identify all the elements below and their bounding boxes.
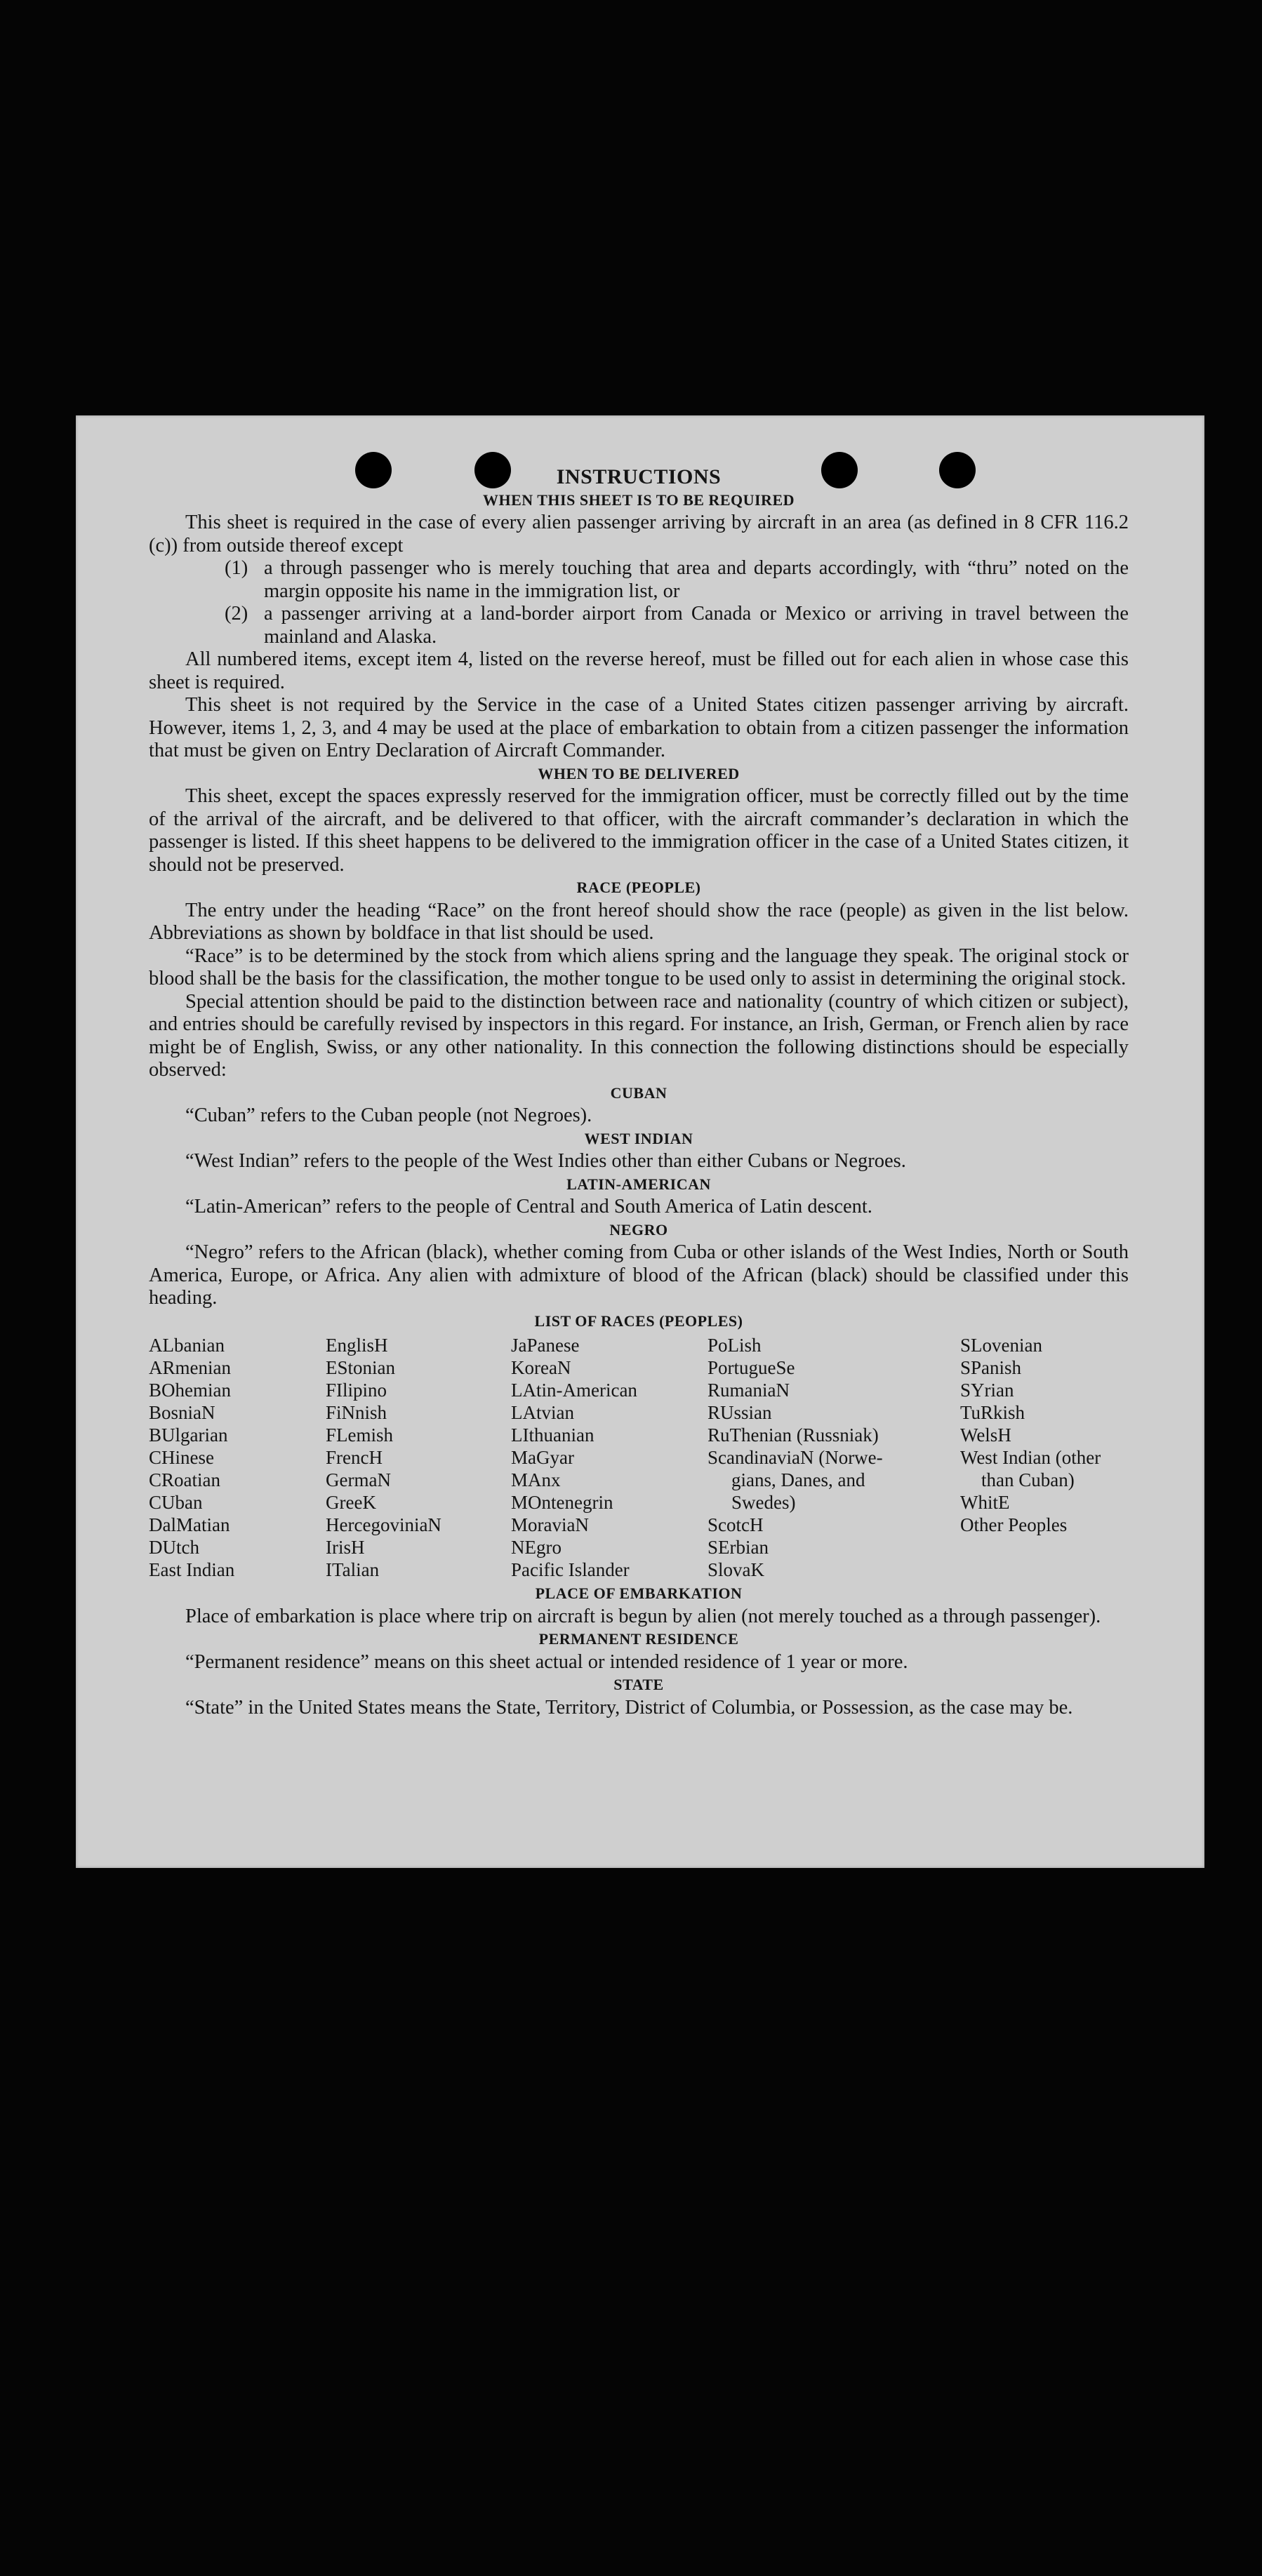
west-indian-heading: WEST INDIAN (584, 1129, 693, 1147)
instruction-sheet (76, 415, 1204, 1868)
race-entry: BUlgarian (149, 1424, 228, 1446)
item-text: a through passenger who is merely touching that area and departs accordingly, with “thru” noted on the margin opposite his name in the immigration list, or (264, 557, 1129, 602)
race-entry: KoreaN (511, 1357, 571, 1378)
when-delivered-heading: WHEN TO BE DELIVERED (538, 764, 740, 782)
race-entry: GreeK (326, 1492, 376, 1513)
race-entry: gians, Danes, and (731, 1469, 865, 1490)
race-entry: CHinese (149, 1447, 214, 1468)
races-list (149, 1334, 1129, 1582)
when-delivered-text: This sheet, except the spaces expressly reserved for the immigration officer, must be correctly filled out by the time of the arrival of the aircraft, and be delivered to that officer, with the aircraft commander’s declaration in which the passenger is listed. If this sheet happens to be delivered to the immigration officer in the case of a United States citizen, it should not be preserved. (149, 785, 1129, 876)
race-entry: EnglisH (326, 1335, 388, 1356)
race-entry: SYrian (960, 1380, 1014, 1401)
race-entry: ScandinaviaN (Norwe- (708, 1447, 883, 1468)
races-column-3 (511, 1334, 637, 1581)
races-column-4 (708, 1334, 883, 1581)
west-indian-text: “West Indian” refers to the people of the West Indies other than either Cubans or Negroes. (185, 1150, 906, 1172)
race-entry: GermaN (326, 1469, 391, 1490)
when-required-heading: WHEN THIS SHEET IS TO BE REQUIRED (482, 490, 795, 509)
race-entry: West Indian (other (960, 1447, 1101, 1468)
race-entry: FiNnish (326, 1402, 387, 1423)
embarkation-heading: PLACE OF EMBARKATION (535, 1584, 743, 1602)
race-heading: RACE (PEOPLE) (576, 879, 701, 896)
race-entry: LAtvian (511, 1402, 574, 1423)
race-paragraph-1: The entry under the heading “Race” on the front hereof should show the race (people) as given in the list below. Abbreviations as shown by boldface in that list should be used. (149, 899, 1129, 944)
race-entry: East Indian (149, 1559, 235, 1580)
races-column-1 (149, 1334, 234, 1581)
race-entry: TuRkish (960, 1402, 1025, 1423)
races-list-heading: LIST OF RACES (PEOPLES) (534, 1312, 743, 1330)
instructions-title: INSTRUCTIONS (556, 465, 722, 488)
race-entry: MoraviaN (511, 1514, 589, 1535)
race-entry: ARmenian (149, 1357, 231, 1378)
race-entry: Pacific Islander (511, 1559, 630, 1580)
race-entry: DalMatian (149, 1514, 230, 1535)
race-entry: CRoatian (149, 1469, 220, 1490)
race-entry: BosniaN (149, 1402, 215, 1423)
race-entry: FLemish (326, 1424, 394, 1446)
residence-heading: PERMANENT RESIDENCE (538, 1630, 739, 1648)
state-heading: STATE (613, 1676, 664, 1693)
instructions-body (149, 466, 1129, 1719)
race-entry: IrisH (326, 1537, 365, 1558)
race-entry: MaGyar (511, 1447, 574, 1468)
race-entry: RuThenian (Russniak) (708, 1424, 879, 1446)
race-entry: WhitE (960, 1492, 1010, 1513)
race-entry: NEgro (511, 1537, 562, 1558)
race-entry: LIthuanian (511, 1424, 595, 1446)
race-paragraph-2: “Race” is to be determined by the stock from which aliens spring and the language they speak. The original stock or blood shall be the basis for the classification, the mother tongue to be used only to assist in determining the original stock. (149, 945, 1129, 989)
race-entry: FIlipino (326, 1380, 387, 1401)
negro-heading: NEGRO (609, 1220, 668, 1239)
race-entry: MAnx (511, 1469, 561, 1490)
latin-american-heading: LATIN-AMERICAN (566, 1175, 711, 1193)
embarkation-text: Place of embarkation is place where trip on aircraft is begun by alien (not merely touched as a through passenger). (185, 1605, 1101, 1627)
race-entry: DUtch (149, 1537, 199, 1558)
races-column-5 (960, 1334, 1101, 1536)
race-entry: than Cuban) (981, 1469, 1075, 1490)
race-entry: SLovenian (960, 1335, 1042, 1356)
race-entry: JaPanese (511, 1335, 580, 1356)
race-entry: RUssian (708, 1402, 772, 1423)
race-entry: Other Peoples (960, 1514, 1068, 1535)
negro-text: “Negro” refers to the African (black), whether coming from Cuba or other islands of the West Indies, North or South America, Europe, or Africa. Any alien with admixture of blood of the African (black) should be classified under this heading. (149, 1241, 1129, 1309)
race-entry: SErbian (708, 1537, 769, 1558)
race-entry: Swedes) (731, 1492, 796, 1513)
race-entry: ScotcH (708, 1514, 764, 1535)
race-entry: CUban (149, 1492, 203, 1513)
race-entry: LAtin-American (511, 1380, 637, 1401)
races-column-2 (326, 1334, 441, 1581)
state-text: “State” in the United States means the State, Territory, District of Columbia, or Possession, as the case may be. (185, 1696, 1073, 1719)
race-entry: HercegoviniaN (326, 1514, 441, 1535)
exception-item-2 (149, 603, 1129, 648)
race-entry: ITalian (326, 1559, 380, 1580)
race-entry: MOntenegrin (511, 1492, 613, 1513)
item-number: (1) (225, 557, 248, 579)
race-entry: BOhemian (149, 1380, 231, 1401)
when-required-text: This sheet is required in the case of every alien passenger arriving by aircraft in an area (as defined in 8 CFR 116.2 (c)) from outside thereof except (149, 512, 1129, 556)
race-entry: FrencH (326, 1447, 383, 1468)
race-entry: WelsH (960, 1424, 1011, 1446)
numbered-items-text: All numbered items, except item 4, listed on the reverse hereof, must be filled out for each alien in whose case this sheet is required. (149, 648, 1129, 693)
item-text: a passenger arriving at a land-border airport from Canada or Mexico or arriving in travel between the mainland and Alaska. (264, 603, 1129, 648)
race-entry: RumaniaN (708, 1380, 790, 1401)
race-paragraph-3: Special attention should be paid to the distinction between race and nationality (country of which citizen or subject), and entries should be carefully revised by inspectors in this regard. For instance, an Irish, German, or French alien by race might be of English, Swiss, or any other nationality. In this connection the following distinctions should be especially observed: (149, 990, 1129, 1081)
race-entry: PoLish (708, 1335, 762, 1356)
race-entry: ALbanian (149, 1335, 225, 1356)
cuban-text: “Cuban” refers to the Cuban people (not Negroes). (185, 1105, 592, 1126)
exception-item-1 (149, 557, 1129, 603)
race-entry: SlovaK (708, 1559, 764, 1580)
not-required-text: This sheet is not required by the Service in the case of a United States citizen passenger arriving by aircraft. However, items 1, 2, 3, and 4 may be used at the place of embarkation to obtain from a citizen passenger the information that must be given on Entry Declaration of Aircraft Commander. (149, 694, 1129, 761)
latin-american-text: “Latin-American” refers to the people of Central and South America of Latin descent. (185, 1196, 872, 1217)
race-entry: EStonian (326, 1357, 395, 1378)
item-number: (2) (225, 603, 248, 625)
residence-text: “Permanent residence” means on this sheet actual or intended residence of 1 year or more. (185, 1650, 908, 1673)
race-entry: PortugueSe (708, 1357, 795, 1378)
cuban-heading: CUBAN (610, 1083, 667, 1102)
race-entry: SPanish (960, 1357, 1022, 1378)
